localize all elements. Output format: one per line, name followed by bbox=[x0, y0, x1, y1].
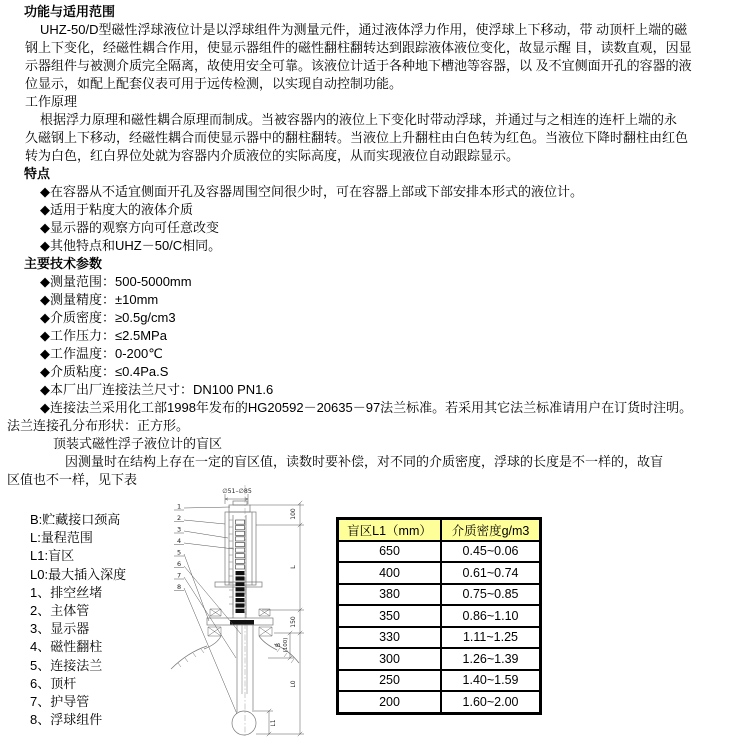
dark-flappers bbox=[236, 571, 245, 613]
text-line: ◆连接法兰采用化工部1998年发布的HG20592－20635－97法兰标准。若采用其它法兰标准请用户在订货时注明。 bbox=[40, 400, 693, 415]
scale-ticks bbox=[229, 520, 233, 604]
table-row bbox=[338, 584, 541, 606]
table-row bbox=[338, 541, 541, 563]
dim-range-l: L bbox=[289, 565, 297, 569]
text-line: ◆适用于粘度大的液体介质 bbox=[40, 202, 193, 217]
dim-blind-zone: L1 bbox=[270, 719, 277, 727]
dim-top-diameter: ∅51–∅85 bbox=[222, 488, 252, 495]
header-cell-density: 介质密度g/m3 bbox=[441, 519, 541, 541]
text-line: ◆测量精度：±10mm bbox=[40, 292, 159, 307]
cell-blind-zone: 300 bbox=[338, 648, 442, 670]
cell-density: 1.40~1.59 bbox=[441, 670, 541, 692]
text-line: ◆显示器的观察方向可任意改变 bbox=[40, 220, 219, 235]
legend-item: 3、显示器 bbox=[30, 621, 90, 637]
text-line: 主要技术参数 bbox=[24, 256, 103, 271]
text-line: 转为白色，红白界位处就为容器内介质液位的实际高度，从而实现液位自动跟踪显示。 bbox=[25, 148, 520, 163]
cell-blind-zone: 250 bbox=[338, 670, 442, 692]
callout-number-7: 7 bbox=[177, 571, 182, 580]
text-line: 示器组件与被测介质完全隔离，故使用安全可靠。该液位计适于各种地下槽池等容器，以 及不宜侧面开孔的容器的液 bbox=[25, 58, 692, 73]
header-cell-blind-zone: 盲区L1（mm） bbox=[338, 519, 442, 541]
document-body bbox=[0, 3, 754, 489]
cell-blind-zone: 400 bbox=[338, 562, 442, 584]
legend-item: B:贮藏接口颈高 bbox=[30, 512, 121, 527]
text-line: 钢上下变化，经磁性耦合作用，使显示器组件的磁性翻柱翻转达到跟踪液体液位变化，故显示醒 目，读数直观，因显 bbox=[25, 40, 692, 55]
text-line: 区值也不一样，见下表 bbox=[7, 472, 138, 487]
table-row bbox=[338, 670, 541, 692]
tank-head-left-hatch bbox=[178, 649, 204, 667]
cell-density: 0.75~0.85 bbox=[441, 584, 541, 606]
cell-density: 1.26~1.39 bbox=[441, 648, 541, 670]
dim-neck-height: 100 bbox=[290, 508, 297, 520]
cell-density: 0.45~0.06 bbox=[441, 541, 541, 563]
table-row bbox=[338, 605, 541, 627]
text-line: ◆工作压力：≤2.5MPa bbox=[40, 328, 167, 343]
legend-item: L1:盲区 bbox=[30, 548, 75, 564]
cell-blind-zone: 200 bbox=[338, 691, 442, 713]
cell-blind-zone: 650 bbox=[338, 541, 442, 563]
callout-number-5: 5 bbox=[177, 548, 182, 557]
text-line: ◆测量范围：500-5000mm bbox=[40, 274, 192, 289]
text-line: ◆其他特点和UHZ－50/C相同。 bbox=[40, 238, 222, 253]
text-line: 特点 bbox=[24, 166, 51, 181]
dim-b-label: B bbox=[275, 642, 282, 648]
text-line: 顶装式磁性浮子液位计的盲区 bbox=[53, 436, 223, 451]
level-gauge-diagram bbox=[168, 482, 332, 739]
top-cap bbox=[229, 505, 250, 512]
text-line: 功能与适用范围 bbox=[24, 4, 116, 19]
cell-density: 0.61~0.74 bbox=[441, 562, 541, 584]
legend-item: L:量程范围 bbox=[30, 530, 93, 546]
top-dimension-lines bbox=[225, 494, 304, 505]
text-line: ◆介质密度：≥0.5g/cm3 bbox=[40, 310, 176, 325]
cell-density: 1.11~1.25 bbox=[441, 627, 541, 649]
cell-blind-zone: 380 bbox=[338, 584, 442, 606]
text-line: 工作原理 bbox=[25, 94, 78, 109]
cell-density: 1.60~2.00 bbox=[441, 691, 541, 713]
cell-blind-zone: 330 bbox=[338, 627, 442, 649]
callout-number-4: 4 bbox=[177, 537, 182, 545]
legend-item: 5、连接法兰 bbox=[30, 657, 103, 673]
text-line: 因测量时在结构上存在一定的盲区值，读数时要补偿，对不同的介质密度，浮球的长度是不一样的，故盲 bbox=[65, 454, 664, 469]
legend-item: 6、顶杆 bbox=[30, 675, 77, 691]
text-line: ◆工作温度：0-200℃ bbox=[40, 346, 163, 361]
table-header-row bbox=[338, 519, 541, 541]
table-row bbox=[338, 562, 541, 584]
neck-tube bbox=[233, 587, 246, 618]
callout-number-3: 3 bbox=[177, 525, 182, 534]
legend-item: 8、浮球组件 bbox=[30, 712, 103, 728]
white-flappers bbox=[236, 520, 245, 569]
text-line: ◆介质粘度：≤0.4Pa.S bbox=[40, 364, 169, 379]
dim-max-depth: L0 bbox=[290, 680, 297, 688]
callout-number-6: 6 bbox=[177, 560, 182, 568]
legend-item: 1、排空丝堵 bbox=[30, 584, 103, 600]
text-line: 位显示，如配上配套仪表可用于远传检测，以实现自动控制功能。 bbox=[25, 76, 403, 91]
cell-blind-zone: 350 bbox=[338, 605, 442, 627]
table-row bbox=[338, 627, 541, 649]
text-line: ◆本厂出厂连接法兰尺寸：DN100 PN1.6 bbox=[40, 382, 274, 397]
text-line: 久磁钢上下移动，经磁性耦合而使显示器中的翻柱翻转。当液位上升翻柱由白色转为红色。当液位下降时翻柱由红色 bbox=[25, 130, 689, 145]
callout-number-2: 2 bbox=[177, 514, 182, 522]
table-row bbox=[338, 648, 541, 670]
float-ball bbox=[232, 711, 256, 735]
flange-gasket bbox=[230, 620, 254, 625]
callout-leaders bbox=[174, 507, 241, 714]
text-line: 法兰连接孔分布形状：正方形。 bbox=[7, 418, 190, 433]
table-row bbox=[338, 691, 541, 713]
legend-item: 7、护导管 bbox=[30, 693, 90, 709]
text-line: ◆在容器从不适宜侧面开孔及容器周围空间很少时，可在容器上部或下部安排本形式的液位计。 bbox=[40, 184, 583, 199]
callout-number-8: 8 bbox=[177, 583, 182, 591]
text-line: 根据浮力原理和磁性耦合原理而制成。当被容器内的液位上下变化时带动浮球，并通过与之相连的连杆上端的永 bbox=[40, 112, 678, 127]
callout-number-1: 1 bbox=[177, 502, 182, 511]
dim-flange-gap: 150 bbox=[290, 616, 297, 628]
legend-item: 4、磁性翻柱 bbox=[30, 639, 103, 655]
flange-bolts bbox=[208, 627, 272, 636]
legend-item: 2、主体管 bbox=[30, 602, 90, 618]
blind-zone-table bbox=[336, 517, 542, 715]
top-rod bbox=[242, 625, 247, 694]
dim-b-value: (100) bbox=[283, 637, 289, 653]
text-line: UHZ-50/D型磁性浮球液位计是以浮球组件为测量元件，通过液体浮力作用，使浮球上下移动，带 动顶杆上端的磁 bbox=[40, 22, 688, 37]
parts-legend bbox=[30, 511, 126, 729]
nozzle-gussets bbox=[204, 636, 277, 650]
cell-density: 0.86~1.10 bbox=[441, 605, 541, 627]
legend-item: L0:最大插入深度 bbox=[30, 566, 127, 582]
